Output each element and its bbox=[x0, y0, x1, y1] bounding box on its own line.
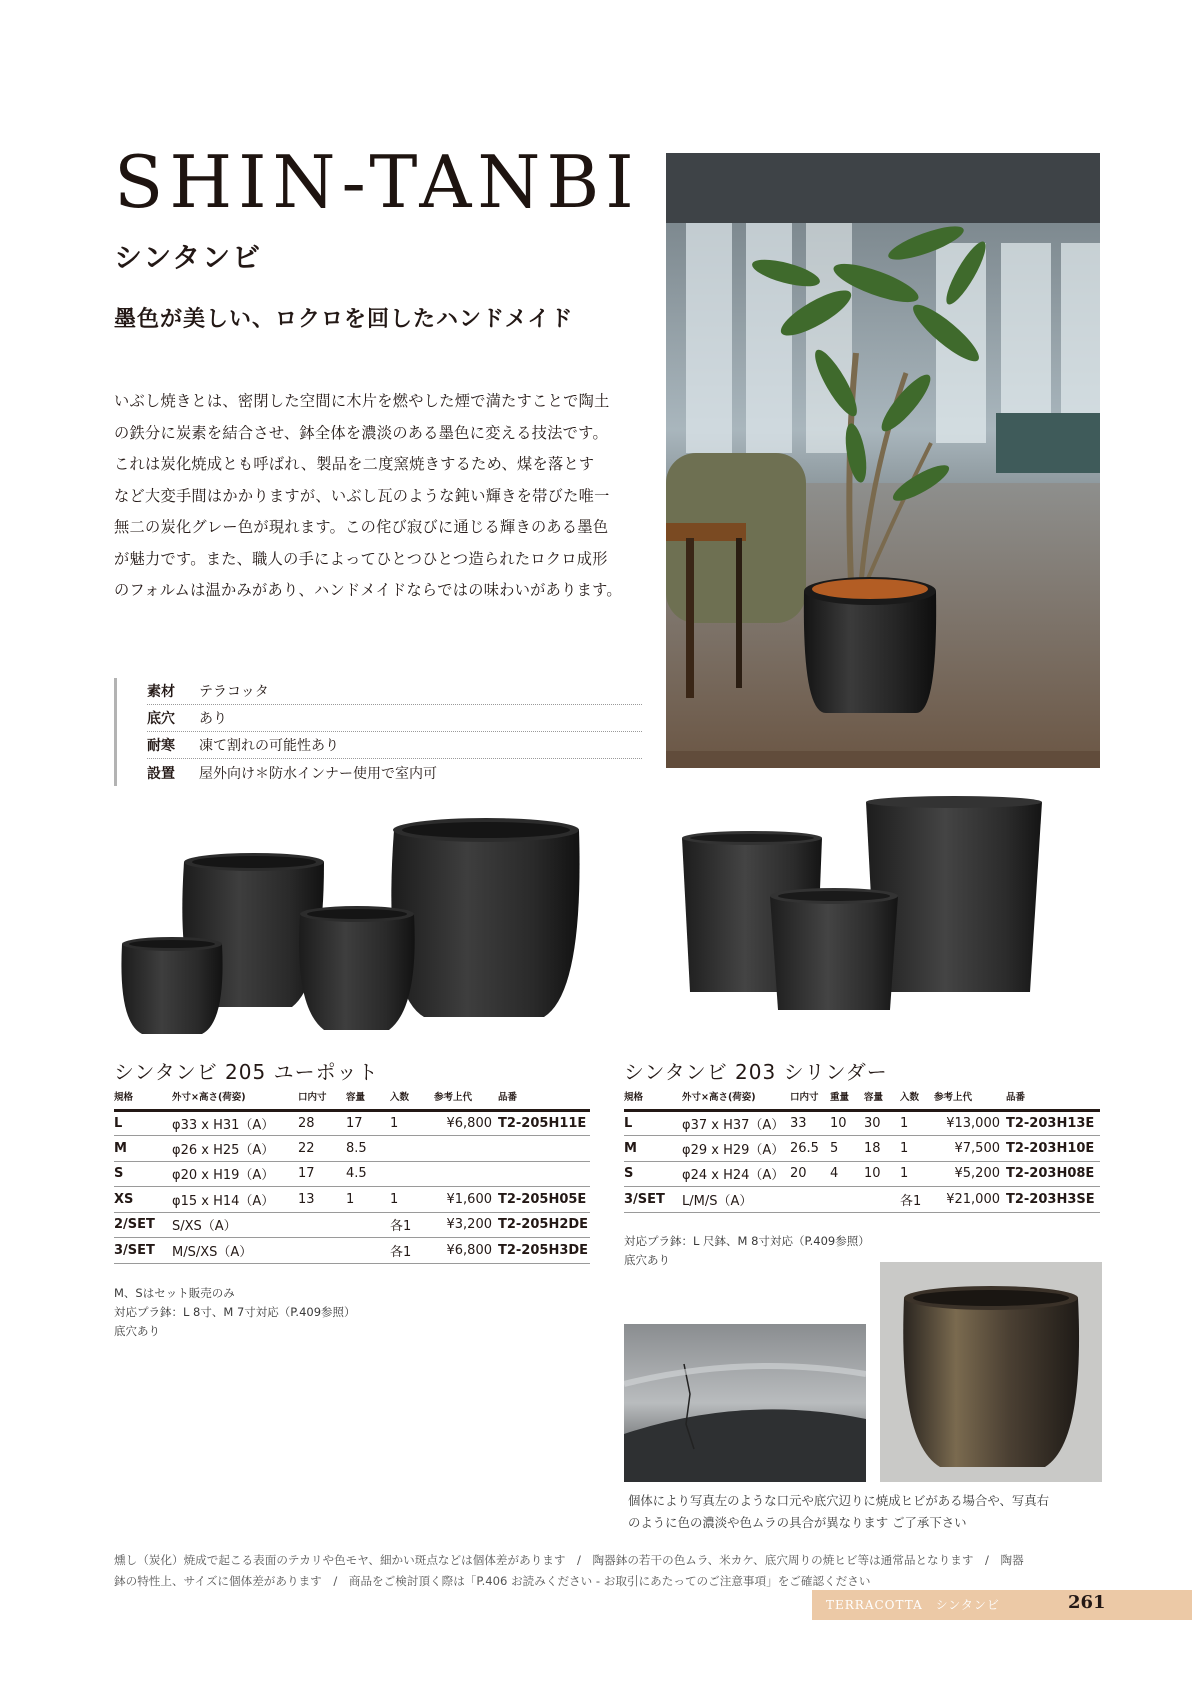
column-header: 参考上代 bbox=[934, 1084, 1006, 1110]
cell-code: T2-203H08E bbox=[1006, 1161, 1100, 1187]
cell-size: 3/SET bbox=[114, 1238, 172, 1264]
cell-inner: 28 bbox=[298, 1110, 346, 1136]
footer-line: 鉢の特性上、サイズに個体差があります / 商品をご検討頂く際は「P.406 お読みください - お取引にあたってのご注意事項」をご確認ください bbox=[114, 1574, 871, 1588]
cell-size: 2/SET bbox=[114, 1212, 172, 1238]
cell-capacity: 30 bbox=[864, 1110, 900, 1136]
cell-code: T2-205H11E bbox=[498, 1110, 590, 1136]
cell-weight: 4 bbox=[830, 1161, 864, 1187]
intro-line: いぶし焼きとは、密閉した空間に木片を燃やした煙で満たすことで陶土 bbox=[114, 392, 610, 410]
cell-quantity bbox=[390, 1161, 434, 1187]
cell-code: T2-203H13E bbox=[1006, 1110, 1100, 1136]
cell-price: ¥1,600 bbox=[434, 1187, 498, 1213]
page-number: 261 bbox=[1068, 1592, 1106, 1613]
pot-photo-205 bbox=[114, 812, 594, 1040]
product-title-203: シンタンビ 203 シリンダー bbox=[624, 1060, 888, 1084]
cell-price bbox=[434, 1136, 498, 1162]
cell-price: ¥5,200 bbox=[934, 1161, 1006, 1187]
spec-label: 設置 bbox=[147, 765, 175, 782]
note-line: M、Sはセット販売のみ bbox=[114, 1286, 235, 1300]
cell-inner: 33 bbox=[790, 1110, 830, 1136]
cell-code: T2-205H05E bbox=[498, 1187, 590, 1213]
cell-code bbox=[498, 1136, 590, 1162]
cell-quantity bbox=[390, 1136, 434, 1162]
cell-capacity: 18 bbox=[864, 1136, 900, 1162]
cell-code: T2-205H2DE bbox=[498, 1212, 590, 1238]
product-title-205: シンタンビ 205 ユーポット bbox=[114, 1060, 379, 1084]
intro-line: 無二の炭化グレー色が現れます。この侘び寂びに通じる輝きのある墨色 bbox=[114, 518, 609, 536]
cell-dimensions: φ26 x H25（A） bbox=[172, 1136, 298, 1162]
cell-dimensions: φ37 x H37（A） bbox=[682, 1110, 790, 1136]
cell-size: 3/SET bbox=[624, 1187, 682, 1213]
note-line: 底穴あり bbox=[624, 1253, 670, 1267]
spec-value: あり bbox=[199, 711, 227, 727]
column-header: 外寸×高さ(荷姿) bbox=[172, 1084, 298, 1110]
intro-line: の鉄分に炭素を結合させ、鉢全体を濃淡のある墨色に変える技法です。 bbox=[114, 423, 608, 442]
cell-dimensions: S/XS（A） bbox=[172, 1212, 298, 1238]
table-header-row bbox=[114, 1084, 590, 1110]
spec-label: 底穴 bbox=[147, 711, 175, 727]
cell-quantity: 1 bbox=[390, 1187, 434, 1213]
cell-quantity: 各1 bbox=[390, 1212, 434, 1238]
cell-inner: 17 bbox=[298, 1161, 346, 1187]
intro-text bbox=[114, 386, 644, 607]
notes-205 bbox=[114, 1284, 356, 1341]
table-row bbox=[114, 1187, 590, 1213]
cell-size: S bbox=[114, 1161, 172, 1187]
cell-dimensions: L/M/S（A） bbox=[682, 1187, 790, 1213]
product-table-205 bbox=[114, 1084, 590, 1264]
crack-detail-photo bbox=[624, 1324, 866, 1482]
cell-price: ¥7,500 bbox=[934, 1136, 1006, 1162]
cell-price: ¥21,000 bbox=[934, 1187, 1006, 1213]
product-name-kana: シンタンビ bbox=[114, 241, 263, 274]
table-row bbox=[114, 1110, 590, 1136]
cell-size: L bbox=[624, 1110, 682, 1136]
cell-capacity bbox=[864, 1187, 900, 1213]
caption-line: 個体により写真左のような口元や底穴辺りに焼成ヒビがある場合や、写真右 bbox=[628, 1493, 1050, 1508]
cell-capacity: 10 bbox=[864, 1161, 900, 1187]
cell-quantity: 各1 bbox=[900, 1187, 934, 1213]
footer-disclaimer bbox=[114, 1550, 1100, 1592]
table-row bbox=[114, 1136, 590, 1162]
column-header: 参考上代 bbox=[434, 1084, 498, 1110]
section-name: TERRACOTTA bbox=[826, 1598, 923, 1612]
table-row bbox=[114, 1238, 590, 1264]
cell-price: ¥3,200 bbox=[434, 1212, 498, 1238]
cell-size: M bbox=[114, 1136, 172, 1162]
cell-price: ¥6,800 bbox=[434, 1238, 498, 1264]
table-row bbox=[114, 1161, 590, 1187]
note-line: 底穴あり bbox=[114, 1324, 160, 1338]
cell-quantity: 1 bbox=[900, 1110, 934, 1136]
intro-line: など大変手間はかかりますが、いぶし瓦のような鈍い輝きを帯びた唯一 bbox=[114, 486, 610, 505]
note-line: 対応プラ鉢：L 8寸、M 7寸対応（P.409参照） bbox=[114, 1305, 356, 1319]
intro-line: これは炭化焼成とも呼ばれ、製品を二度窯焼きするため、煤を落とす bbox=[114, 455, 595, 473]
cell-dimensions: M/S/XS（A） bbox=[172, 1238, 298, 1264]
cell-dimensions: φ33 x H31（A） bbox=[172, 1110, 298, 1136]
column-header: 品番 bbox=[498, 1084, 590, 1110]
cell-quantity: 1 bbox=[900, 1136, 934, 1162]
spec-value: 凍て割れの可能性あり bbox=[199, 738, 339, 754]
column-header: 口内寸 bbox=[790, 1084, 830, 1110]
cell-quantity: 1 bbox=[390, 1110, 434, 1136]
table-row bbox=[624, 1161, 1100, 1187]
spec-label: 耐寒 bbox=[147, 738, 175, 754]
column-header: 容量 bbox=[864, 1084, 900, 1110]
spec-label: 素材 bbox=[147, 684, 175, 700]
cell-code: T2-203H10E bbox=[1006, 1136, 1100, 1162]
section-kana: シンタンビ bbox=[935, 1598, 1000, 1612]
cell-code: T2-205H3DE bbox=[498, 1238, 590, 1264]
cell-capacity bbox=[346, 1238, 390, 1264]
column-header: 入数 bbox=[390, 1084, 434, 1110]
cell-inner: 26.5 bbox=[790, 1136, 830, 1162]
spec-list bbox=[114, 678, 642, 786]
pot-photo-203 bbox=[680, 796, 1060, 1018]
spec-row bbox=[147, 705, 642, 732]
cell-size: XS bbox=[114, 1187, 172, 1213]
table-row bbox=[114, 1212, 590, 1238]
spec-value: テラコッタ bbox=[199, 684, 269, 700]
cell-price: ¥13,000 bbox=[934, 1110, 1006, 1136]
cell-dimensions: φ15 x H14（A） bbox=[172, 1187, 298, 1213]
spec-value: 屋外向け＊防水インナー使用で室内可 bbox=[199, 765, 437, 782]
photo-caption bbox=[628, 1490, 1049, 1534]
cell-inner bbox=[298, 1238, 346, 1264]
cell-price: ¥6,800 bbox=[434, 1110, 498, 1136]
cell-inner bbox=[298, 1212, 346, 1238]
cell-quantity: 各1 bbox=[390, 1238, 434, 1264]
cell-inner: 13 bbox=[298, 1187, 346, 1213]
product-table-203 bbox=[624, 1084, 1100, 1213]
cell-inner: 22 bbox=[298, 1136, 346, 1162]
color-variation-photo bbox=[880, 1262, 1102, 1482]
cell-capacity: 17 bbox=[346, 1110, 390, 1136]
cell-size: M bbox=[624, 1136, 682, 1162]
cell-capacity bbox=[346, 1212, 390, 1238]
cell-capacity: 1 bbox=[346, 1187, 390, 1213]
cell-dimensions: φ20 x H19（A） bbox=[172, 1161, 298, 1187]
page-title: SHIN-TANBI bbox=[114, 140, 640, 224]
cell-quantity: 1 bbox=[900, 1161, 934, 1187]
column-header: 容量 bbox=[346, 1084, 390, 1110]
cell-dimensions: φ24 x H24（A） bbox=[682, 1161, 790, 1187]
cell-size: S bbox=[624, 1161, 682, 1187]
cell-dimensions: φ29 x H29（A） bbox=[682, 1136, 790, 1162]
cell-weight bbox=[830, 1187, 864, 1213]
spec-row bbox=[147, 678, 642, 705]
column-header: 規格 bbox=[624, 1084, 682, 1110]
table-row bbox=[624, 1187, 1100, 1213]
column-header: 品番 bbox=[1006, 1084, 1100, 1110]
intro-line: のフォルムは温かみがあり、ハンドメイドならではの味わいがあります。 bbox=[114, 581, 622, 599]
section-label bbox=[826, 1596, 1000, 1613]
table-row bbox=[624, 1110, 1100, 1136]
cell-capacity: 8.5 bbox=[346, 1136, 390, 1162]
column-header: 口内寸 bbox=[298, 1084, 346, 1110]
column-header: 入数 bbox=[900, 1084, 934, 1110]
notes-203 bbox=[624, 1232, 870, 1270]
spec-row bbox=[147, 732, 642, 759]
cell-code: T2-203H3SE bbox=[1006, 1187, 1100, 1213]
note-line: 対応プラ鉢：L 尺鉢、M 8寸対応（P.409参照） bbox=[624, 1234, 870, 1248]
column-header: 外寸×高さ(荷姿) bbox=[682, 1084, 790, 1110]
tagline: 墨色が美しい、ロクロを回したハンドメイド bbox=[114, 306, 574, 332]
table-row bbox=[624, 1136, 1100, 1162]
cell-size: L bbox=[114, 1110, 172, 1136]
cell-price bbox=[434, 1161, 498, 1187]
caption-line: のように色の濃淡や色ムラの具合が異なります ご了承下さい bbox=[628, 1515, 967, 1530]
cell-inner: 20 bbox=[790, 1161, 830, 1187]
cell-weight: 5 bbox=[830, 1136, 864, 1162]
hero-photo bbox=[666, 153, 1100, 768]
footer-line: 燻し（炭化）焼成で起こる表面のテカリや色モヤ、細かい斑点などは個体差があります / 陶器鉢の若干の色ムラ、米カケ、底穴周りの焼ヒビ等は通常品となります / 陶器 bbox=[114, 1553, 1024, 1567]
column-header: 規格 bbox=[114, 1084, 172, 1110]
intro-line: が魅力です。また、職人の手によってひとつひとつ造られたロクロ成形 bbox=[114, 549, 608, 568]
cell-weight: 10 bbox=[830, 1110, 864, 1136]
spec-row bbox=[147, 759, 642, 786]
cell-code bbox=[498, 1161, 590, 1187]
table-header-row bbox=[624, 1084, 1100, 1110]
cell-capacity: 4.5 bbox=[346, 1161, 390, 1187]
column-header: 重量 bbox=[830, 1084, 864, 1110]
cell-inner bbox=[790, 1187, 830, 1213]
